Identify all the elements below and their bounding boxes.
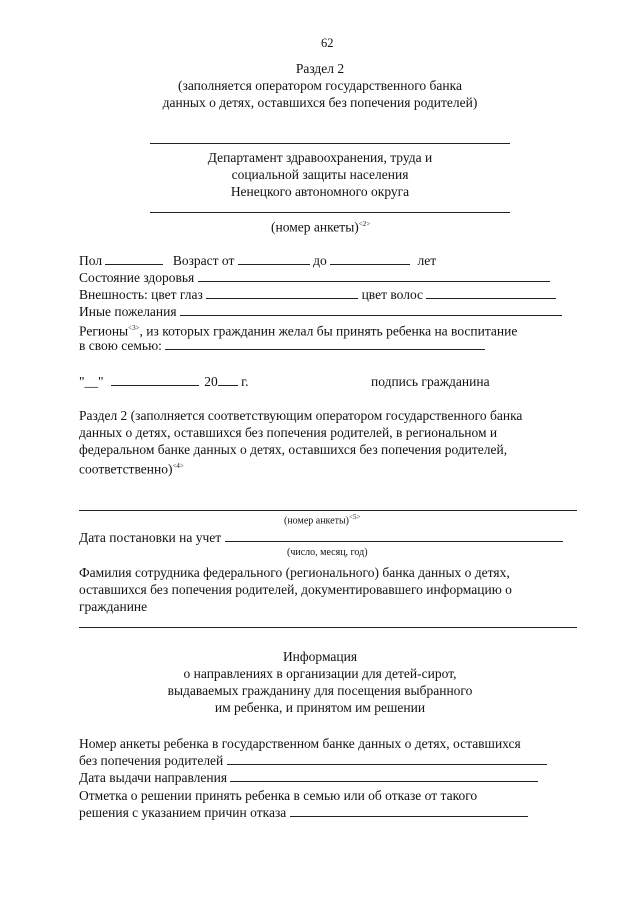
section2-line-4	[79, 458, 184, 478]
page-number: 62	[321, 36, 334, 50]
section-subtitle-1: (заполняется оператором государственного банка	[178, 78, 462, 93]
year-field[interactable]	[218, 373, 238, 386]
referral-date-row	[79, 769, 538, 786]
registration-date-field[interactable]	[225, 529, 563, 542]
info-line-3: им ребенка, и принятом им решении	[214, 700, 426, 715]
regional-form-number-line[interactable]	[79, 510, 577, 511]
employee-line-2: оставшихся без попечения родителей, документировавшего информацию о	[79, 582, 512, 597]
signature-date-row	[79, 373, 249, 390]
decision-reason-field[interactable]	[290, 804, 528, 817]
gender-label: Пол	[79, 253, 103, 268]
form-number-caption	[271, 216, 370, 236]
appearance-row	[79, 286, 556, 303]
year-prefix: 20	[204, 374, 218, 389]
other-wishes-field[interactable]	[180, 303, 562, 316]
referral-date-field[interactable]	[230, 769, 538, 782]
citizen-signature-label: подпись гражданина	[371, 374, 490, 389]
decision-line-2: решения с указанием причин отказа	[79, 805, 287, 820]
year-suffix: г.	[241, 374, 249, 389]
regional-form-number-caption	[284, 513, 360, 526]
regions-label: Регионы	[79, 323, 129, 339]
section-title: Раздел 2	[295, 61, 345, 76]
health-label: Состояние здоровья	[79, 270, 195, 285]
child-form-line-1: Номер анкеты ребенка в государственном банке данных о детях, оставшихся	[79, 736, 521, 751]
form-number-label: (номер анкеты)	[271, 219, 359, 235]
years-label: лет	[417, 253, 437, 268]
gender-age-row	[79, 252, 436, 269]
employee-line-3: гражданине	[79, 599, 148, 614]
form-number-line[interactable]	[150, 212, 510, 213]
employee-name-line[interactable]	[79, 627, 577, 628]
form-number-note: <2>	[358, 220, 371, 228]
employee-line-1: Фамилия сотрудника федерального (регионального) банка данных о детях,	[79, 565, 510, 580]
gender-field[interactable]	[105, 252, 163, 265]
age-from-label: Возраст от	[172, 253, 235, 268]
eye-color-field[interactable]	[206, 286, 358, 299]
section2-line-1: Раздел 2 (заполняется соответствующим оператором государственного банка	[79, 408, 523, 423]
hair-color-label: цвет волос	[361, 287, 424, 302]
info-title: Информация	[282, 649, 358, 664]
registration-row	[79, 529, 563, 546]
age-from-field[interactable]	[238, 252, 310, 265]
registration-date-hint: (число, месяц, год)	[287, 547, 368, 558]
health-row	[79, 269, 550, 286]
section2-line-2: данных о детях, оставшихся без попечения родителей, в региональном и	[79, 425, 498, 440]
regions-text-2: в свою семью:	[79, 338, 162, 353]
child-form-row	[79, 752, 547, 769]
age-to-field[interactable]	[330, 252, 410, 265]
department-line-3: Ненецкого автономного округа	[230, 184, 410, 199]
section2-line-4-text: соответственно)	[79, 461, 173, 477]
department-line-1: Департамент здравоохранения, труда и	[207, 150, 433, 165]
regional-form-number-label: (номер анкеты)	[284, 515, 350, 527]
decision-line-1: Отметка о решении принять ребенка в семью или об отказе от такого	[79, 788, 478, 803]
eye-color-label: Внешность: цвет глаз	[79, 287, 203, 302]
regions-field[interactable]	[165, 337, 485, 350]
child-form-line-2: без попечения родителей	[79, 753, 224, 768]
decision-row	[79, 804, 528, 821]
department-line-2: социальной защиты населения	[231, 167, 409, 182]
regions-row-2	[79, 337, 485, 354]
date-day-field[interactable]: "__"	[79, 374, 104, 389]
child-form-number-field[interactable]	[227, 752, 547, 765]
separator-line	[150, 143, 510, 144]
info-line-2: выдаваемых гражданину для посещения выбранного	[167, 683, 473, 698]
section2-note: <4>	[172, 462, 184, 470]
regions-text: , из которых гражданин желал бы принять ребенка на воспитание	[139, 323, 518, 339]
hair-color-field[interactable]	[426, 286, 556, 299]
age-to-label: до	[313, 253, 327, 268]
regions-note: <3>	[128, 324, 140, 332]
date-month-field[interactable]	[111, 373, 199, 386]
other-wishes-label: Иные пожелания	[79, 304, 177, 319]
other-wishes-row	[79, 303, 562, 320]
section2-line-3: федеральном банке данных о детях, оставшихся без попечения родителей,	[79, 442, 508, 457]
info-line-1: о направлениях в организации для детей-сирот,	[183, 666, 457, 681]
section-subtitle-2: данных о детях, оставшихся без попечения родителей)	[162, 95, 478, 110]
health-field[interactable]	[198, 269, 550, 282]
referral-date-label: Дата выдачи направления	[79, 770, 228, 785]
registration-label: Дата постановки на учет	[79, 530, 222, 545]
regional-form-number-note: <5>	[349, 513, 361, 521]
